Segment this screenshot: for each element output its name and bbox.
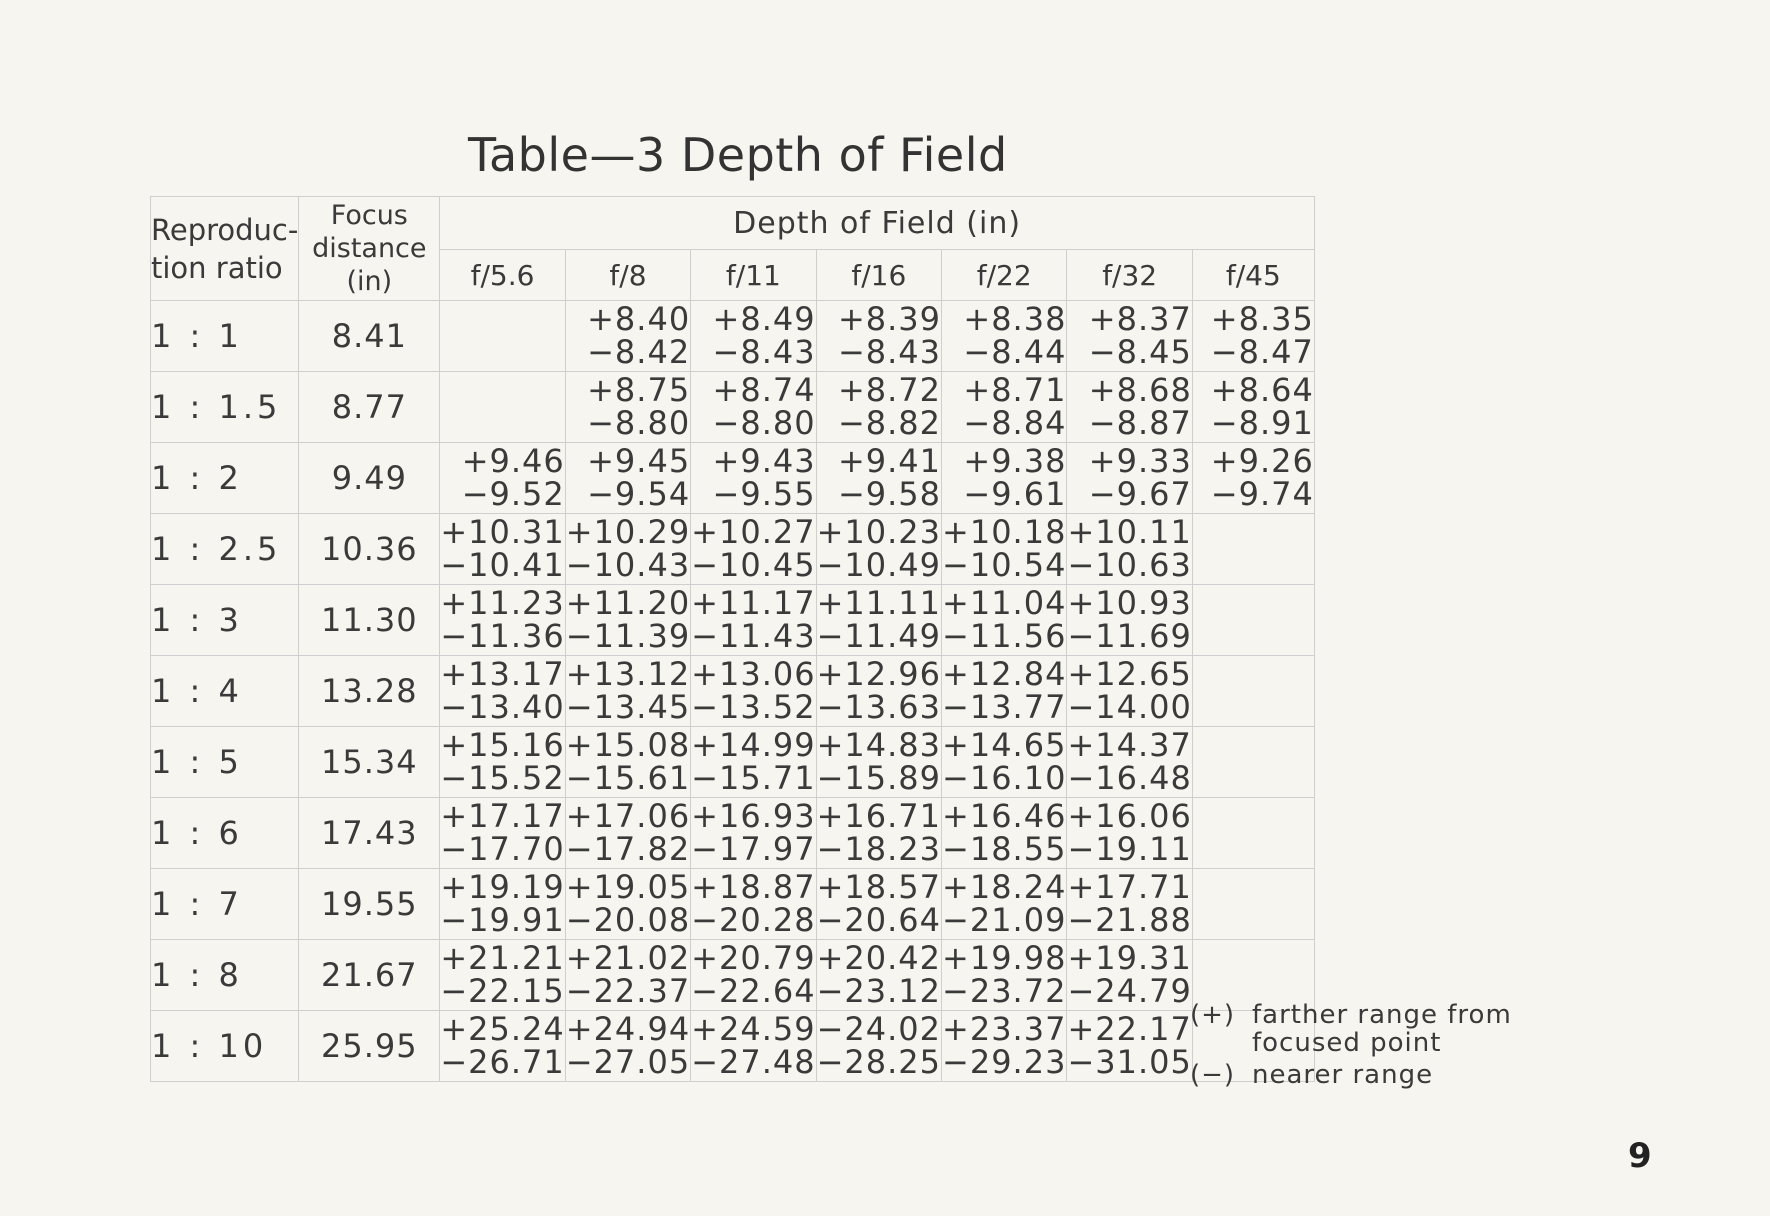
farther-range-value: +12.96 — [816, 655, 942, 693]
depth-value-cell — [565, 798, 690, 869]
depth-value-cell — [565, 727, 690, 798]
nearer-range-value: −29.23 — [942, 1043, 1067, 1081]
depth-value-cell — [942, 372, 1067, 443]
nearer-range-value: −28.25 — [816, 1043, 942, 1081]
nearer-range-value: −8.45 — [1088, 333, 1192, 371]
farther-range-value: +24.94 — [565, 1010, 691, 1048]
empty-cell — [440, 372, 565, 443]
nearer-range-value: −23.72 — [942, 972, 1067, 1010]
farther-range-value: +22.17 — [1067, 1010, 1192, 1048]
nearer-range-value: −16.48 — [1067, 759, 1192, 797]
depth-value-cell — [691, 585, 816, 656]
depth-value-cell — [1067, 372, 1192, 443]
depth-value-cell — [565, 372, 690, 443]
header-fstop: f/32 — [1067, 250, 1192, 301]
nearer-range-value: −11.36 — [440, 617, 565, 655]
table-row — [151, 301, 1315, 372]
depth-value-cell — [942, 869, 1067, 940]
focus-distance-cell: 8.41 — [299, 301, 440, 372]
legend-text: farther range from focused point — [1252, 1000, 1512, 1058]
table-row — [151, 940, 1315, 1011]
farther-range-value: +21.21 — [440, 939, 565, 977]
depth-value-cell — [1067, 940, 1192, 1011]
farther-range-value: +8.35 — [1210, 300, 1314, 338]
depth-value-cell — [440, 1011, 565, 1082]
depth-value-cell — [565, 869, 690, 940]
farther-range-value: +14.65 — [942, 726, 1067, 764]
farther-range-value: +8.40 — [587, 300, 691, 338]
nearer-range-value: −22.37 — [565, 972, 691, 1010]
nearer-range-value: −20.08 — [565, 901, 691, 939]
nearer-range-value: −27.05 — [565, 1043, 691, 1081]
nearer-range-value: −26.71 — [440, 1043, 565, 1081]
depth-value-cell — [816, 301, 941, 372]
depth-value-cell — [440, 514, 565, 585]
table-row — [151, 1011, 1315, 1082]
empty-cell — [1192, 585, 1314, 656]
farther-range-value: +8.71 — [963, 371, 1067, 409]
nearer-range-value: −10.49 — [816, 546, 942, 584]
depth-value-cell — [816, 1011, 941, 1082]
empty-cell — [1192, 727, 1314, 798]
legend-symbol: (+) — [1190, 1000, 1236, 1030]
depth-value-cell — [440, 443, 565, 514]
nearer-range-value: −21.88 — [1067, 901, 1192, 939]
depth-value-cell — [440, 798, 565, 869]
depth-value-cell — [565, 656, 690, 727]
depth-value-cell — [691, 940, 816, 1011]
empty-cell — [1192, 869, 1314, 940]
farther-range-value: +16.71 — [816, 797, 942, 835]
reproduction-ratio-cell: 1 : 4 — [151, 656, 299, 727]
nearer-range-value: −17.97 — [691, 830, 816, 868]
farther-range-value: +15.16 — [440, 726, 565, 764]
reproduction-ratio-cell: 1 : 1 — [151, 301, 299, 372]
table-row — [151, 727, 1315, 798]
nearer-range-value: −19.91 — [440, 901, 565, 939]
farther-range-value: +23.37 — [942, 1010, 1067, 1048]
reproduction-ratio-cell: 1 : 2.5 — [151, 514, 299, 585]
depth-value-cell — [1067, 656, 1192, 727]
nearer-range-value: −15.89 — [816, 759, 942, 797]
farther-range-value: +24.59 — [691, 1010, 816, 1048]
nearer-range-value: −15.61 — [565, 759, 691, 797]
nearer-range-value: −9.54 — [587, 475, 691, 513]
nearer-range-value: −11.69 — [1067, 617, 1192, 655]
farther-range-value: +18.87 — [691, 868, 816, 906]
depth-value-cell — [942, 940, 1067, 1011]
depth-value-cell — [942, 443, 1067, 514]
farther-range-value: +12.84 — [942, 655, 1067, 693]
farther-range-value: +9.33 — [1088, 442, 1192, 480]
nearer-range-value: −9.61 — [963, 475, 1067, 513]
nearer-range-value: −18.55 — [942, 830, 1067, 868]
focus-distance-cell: 8.77 — [299, 372, 440, 443]
depth-value-cell — [565, 940, 690, 1011]
depth-value-cell — [1067, 1011, 1192, 1082]
depth-value-cell — [691, 514, 816, 585]
depth-value-cell — [1067, 727, 1192, 798]
focus-distance-cell: 21.67 — [299, 940, 440, 1011]
nearer-range-value: −9.58 — [837, 475, 942, 513]
nearer-range-value: −20.64 — [816, 901, 942, 939]
nearer-range-value: −10.54 — [942, 546, 1067, 584]
table-row — [151, 443, 1315, 514]
nearer-range-value: −11.43 — [691, 617, 816, 655]
legend — [1190, 1001, 1552, 1089]
depth-value-cell — [816, 372, 941, 443]
depth-value-cell — [565, 514, 690, 585]
nearer-range-value: −8.82 — [837, 404, 942, 442]
reproduction-ratio-cell: 1 : 1.5 — [151, 372, 299, 443]
table-body — [151, 301, 1315, 1082]
empty-cell — [1192, 656, 1314, 727]
nearer-range-value: −9.67 — [1088, 475, 1192, 513]
farther-range-value: +13.12 — [565, 655, 691, 693]
depth-value-cell — [1067, 585, 1192, 656]
farther-range-value: +9.41 — [837, 442, 942, 480]
farther-range-value: +10.31 — [440, 513, 565, 551]
header-focus-line: (in) — [346, 266, 393, 297]
nearer-range-value: −24.79 — [1067, 972, 1192, 1010]
farther-range-value: +8.38 — [963, 300, 1067, 338]
farther-range-value: +18.24 — [942, 868, 1067, 906]
nearer-range-value: −10.41 — [440, 546, 565, 584]
reproduction-ratio-cell: 1 : 2 — [151, 443, 299, 514]
nearer-range-value: −8.80 — [587, 404, 691, 442]
reproduction-ratio-cell: 1 : 6 — [151, 798, 299, 869]
nearer-range-value: −23.12 — [816, 972, 942, 1010]
depth-value-cell — [440, 940, 565, 1011]
nearer-range-value: −8.43 — [837, 333, 942, 371]
farther-range-value: +8.75 — [587, 371, 691, 409]
focus-distance-cell: 19.55 — [299, 869, 440, 940]
empty-cell — [440, 301, 565, 372]
legend-text: nearer range — [1252, 1060, 1434, 1090]
depth-value-cell — [691, 727, 816, 798]
table-row — [151, 514, 1315, 585]
nearer-range-value: −17.82 — [565, 830, 691, 868]
nearer-range-value: −13.77 — [942, 688, 1067, 726]
farther-range-value: +15.08 — [565, 726, 691, 764]
depth-value-cell — [816, 869, 941, 940]
farther-range-value: +12.65 — [1067, 655, 1192, 693]
nearer-range-value: −8.44 — [963, 333, 1067, 371]
depth-value-cell — [942, 727, 1067, 798]
nearer-range-value: −9.55 — [712, 475, 816, 513]
depth-value-cell — [1067, 443, 1192, 514]
farther-range-value: +11.04 — [942, 584, 1067, 622]
nearer-range-value: −11.49 — [816, 617, 942, 655]
nearer-range-value: −17.70 — [440, 830, 565, 868]
depth-value-cell — [1192, 372, 1314, 443]
nearer-range-value: −18.23 — [816, 830, 942, 868]
depth-value-cell — [942, 1011, 1067, 1082]
farther-range-value: +17.71 — [1067, 868, 1192, 906]
focus-distance-cell: 25.95 — [299, 1011, 440, 1082]
depth-value-cell — [691, 656, 816, 727]
farther-range-value: +16.06 — [1067, 797, 1192, 835]
farther-range-value: +11.23 — [440, 584, 565, 622]
depth-value-cell — [816, 585, 941, 656]
farther-range-value: +9.45 — [587, 442, 691, 480]
farther-range-value: +8.49 — [712, 300, 816, 338]
legend-symbol: (−) — [1190, 1060, 1236, 1090]
nearer-range-value: −15.52 — [440, 759, 565, 797]
depth-value-cell — [565, 585, 690, 656]
farther-range-value: +20.42 — [816, 939, 942, 977]
farther-range-value: +16.46 — [942, 797, 1067, 835]
depth-value-cell — [816, 798, 941, 869]
depth-value-cell — [942, 656, 1067, 727]
legend-item-nearer — [1190, 1061, 1552, 1089]
nearer-range-value: −11.56 — [942, 617, 1067, 655]
header-fstop: f/11 — [691, 250, 816, 301]
farther-range-value: +9.38 — [963, 442, 1067, 480]
header-focus-distance — [299, 197, 440, 301]
nearer-range-value: −8.43 — [712, 333, 816, 371]
reproduction-ratio-cell: 1 : 5 — [151, 727, 299, 798]
farther-range-value: −24.02 — [816, 1010, 942, 1048]
depth-value-cell — [1067, 798, 1192, 869]
nearer-range-value: −13.40 — [440, 688, 565, 726]
nearer-range-value: −9.52 — [461, 475, 565, 513]
focus-distance-cell: 11.30 — [299, 585, 440, 656]
header-fstop: f/22 — [942, 250, 1067, 301]
table-row — [151, 656, 1315, 727]
farther-range-value: +8.68 — [1088, 371, 1192, 409]
farther-range-value: +8.39 — [837, 300, 942, 338]
legend-item-farther — [1190, 1001, 1552, 1057]
farther-range-value: +21.02 — [565, 939, 691, 977]
depth-value-cell — [816, 443, 941, 514]
header-depth-of-field: Depth of Field (in) — [440, 197, 1315, 250]
depth-value-cell — [691, 372, 816, 443]
farther-range-value: +9.26 — [1210, 442, 1314, 480]
farther-range-value: +10.23 — [816, 513, 942, 551]
farther-range-value: +10.11 — [1067, 513, 1192, 551]
header-focus-line: distance — [312, 233, 427, 264]
farther-range-value: +20.79 — [691, 939, 816, 977]
depth-value-cell — [816, 940, 941, 1011]
farther-range-value: +10.29 — [565, 513, 691, 551]
empty-cell — [1192, 798, 1314, 869]
header-reproduction-ratio: Reproduc- tion ratio — [151, 197, 299, 301]
farther-range-value: +16.93 — [691, 797, 816, 835]
farther-range-value: +8.74 — [712, 371, 816, 409]
nearer-range-value: −10.43 — [565, 546, 691, 584]
depth-value-cell — [440, 585, 565, 656]
farther-range-value: +14.99 — [691, 726, 816, 764]
farther-range-value: +14.83 — [816, 726, 942, 764]
nearer-range-value: −13.45 — [565, 688, 691, 726]
header-fstop: f/5.6 — [440, 250, 565, 301]
nearer-range-value: −31.05 — [1067, 1043, 1192, 1081]
nearer-range-value: −8.42 — [587, 333, 691, 371]
nearer-range-value: −8.47 — [1210, 333, 1314, 371]
table-row — [151, 798, 1315, 869]
depth-value-cell — [816, 514, 941, 585]
depth-value-cell — [691, 301, 816, 372]
header-fstop: f/16 — [816, 250, 941, 301]
focus-distance-cell: 15.34 — [299, 727, 440, 798]
nearer-range-value: −14.00 — [1067, 688, 1192, 726]
depth-value-cell — [691, 1011, 816, 1082]
nearer-range-value: −22.15 — [440, 972, 565, 1010]
farther-range-value: +9.43 — [712, 442, 816, 480]
depth-value-cell — [816, 727, 941, 798]
farther-range-value: +19.31 — [1067, 939, 1192, 977]
nearer-range-value: −15.71 — [691, 759, 816, 797]
nearer-range-value: −8.84 — [963, 404, 1067, 442]
nearer-range-value: −16.10 — [942, 759, 1067, 797]
farther-range-value: +17.06 — [565, 797, 691, 835]
farther-range-value: +25.24 — [440, 1010, 565, 1048]
farther-range-value: +10.18 — [942, 513, 1067, 551]
farther-range-value: +11.17 — [691, 584, 816, 622]
depth-value-cell — [691, 798, 816, 869]
farther-range-value: +18.57 — [816, 868, 942, 906]
header-fstop: f/45 — [1192, 250, 1314, 301]
nearer-range-value: −10.63 — [1067, 546, 1192, 584]
depth-value-cell — [942, 585, 1067, 656]
farther-range-value: +17.17 — [440, 797, 565, 835]
nearer-range-value: −27.48 — [691, 1043, 816, 1081]
focus-distance-cell: 13.28 — [299, 656, 440, 727]
depth-value-cell — [565, 301, 690, 372]
depth-value-cell — [942, 514, 1067, 585]
depth-value-cell — [1192, 301, 1314, 372]
depth-value-cell — [1067, 514, 1192, 585]
depth-value-cell — [1192, 443, 1314, 514]
nearer-range-value: −13.52 — [691, 688, 816, 726]
depth-value-cell — [1067, 301, 1192, 372]
nearer-range-value: −20.28 — [691, 901, 816, 939]
header-fstop: f/8 — [565, 250, 690, 301]
farther-range-value: +19.05 — [565, 868, 691, 906]
depth-value-cell — [440, 727, 565, 798]
depth-value-cell — [816, 656, 941, 727]
depth-value-cell — [565, 1011, 690, 1082]
nearer-range-value: −8.80 — [712, 404, 816, 442]
nearer-range-value: −22.64 — [691, 972, 816, 1010]
farther-range-value: +13.06 — [691, 655, 816, 693]
farther-range-value: +11.11 — [816, 584, 942, 622]
nearer-range-value: −19.11 — [1067, 830, 1192, 868]
depth-value-cell — [942, 798, 1067, 869]
depth-value-cell — [942, 301, 1067, 372]
focus-distance-cell: 10.36 — [299, 514, 440, 585]
farther-range-value: +11.20 — [565, 584, 691, 622]
depth-value-cell — [440, 869, 565, 940]
farther-range-value: +8.64 — [1210, 371, 1314, 409]
empty-cell — [1192, 514, 1314, 585]
header-focus-line: Focus — [330, 200, 408, 231]
reproduction-ratio-cell: 1 : 3 — [151, 585, 299, 656]
depth-value-cell — [565, 443, 690, 514]
depth-value-cell — [691, 443, 816, 514]
table-row — [151, 869, 1315, 940]
farther-range-value: +19.98 — [942, 939, 1067, 977]
table-row — [151, 585, 1315, 656]
farther-range-value: +10.93 — [1067, 584, 1192, 622]
table-row — [151, 372, 1315, 443]
farther-range-value: +10.27 — [691, 513, 816, 551]
nearer-range-value: −8.87 — [1088, 404, 1192, 442]
reproduction-ratio-cell: 1 : 10 — [151, 1011, 299, 1082]
depth-value-cell — [1067, 869, 1192, 940]
nearer-range-value: −13.63 — [816, 688, 942, 726]
page-title: Table—3 Depth of Field — [468, 128, 1008, 182]
depth-value-cell — [440, 656, 565, 727]
farther-range-value: +9.46 — [461, 442, 565, 480]
farther-range-value: +19.19 — [440, 868, 565, 906]
farther-range-value: +8.72 — [837, 371, 942, 409]
farther-range-value: +8.37 — [1088, 300, 1192, 338]
farther-range-value: +13.17 — [440, 655, 565, 693]
depth-of-field-table — [150, 196, 1315, 1082]
focus-distance-cell: 9.49 — [299, 443, 440, 514]
focus-distance-cell: 17.43 — [299, 798, 440, 869]
nearer-range-value: −9.74 — [1210, 475, 1314, 513]
farther-range-value: +14.37 — [1067, 726, 1192, 764]
page-number: 9 — [1628, 1136, 1652, 1176]
nearer-range-value: −21.09 — [942, 901, 1067, 939]
reproduction-ratio-cell: 1 : 8 — [151, 940, 299, 1011]
nearer-range-value: −11.39 — [565, 617, 691, 655]
nearer-range-value: −8.91 — [1210, 404, 1314, 442]
depth-value-cell — [691, 869, 816, 940]
reproduction-ratio-cell: 1 : 7 — [151, 869, 299, 940]
nearer-range-value: −10.45 — [691, 546, 816, 584]
